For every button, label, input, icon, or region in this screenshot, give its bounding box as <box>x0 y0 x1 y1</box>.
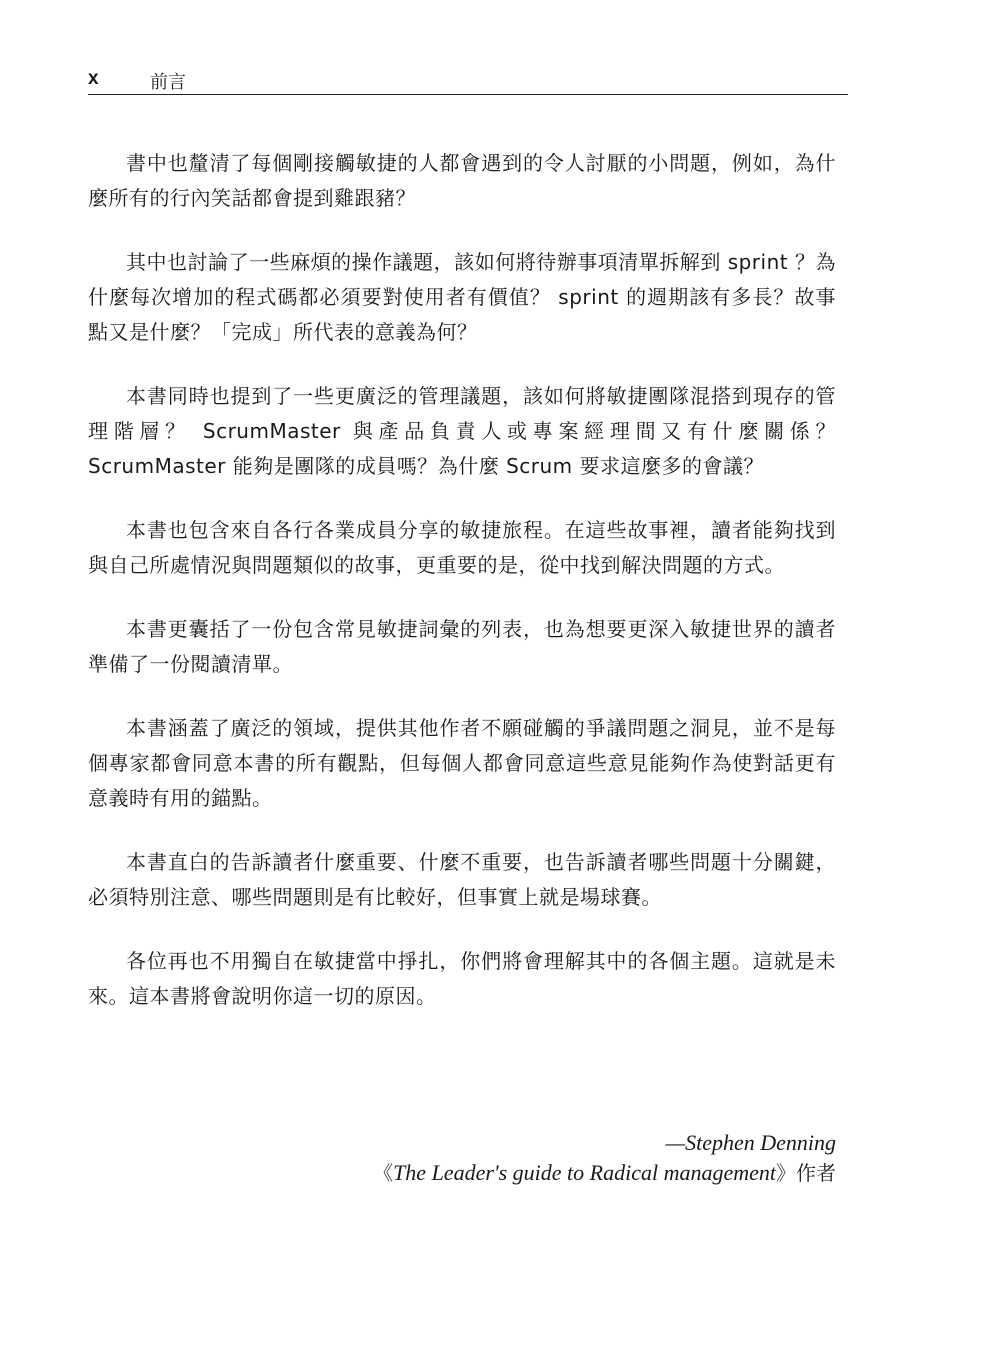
signature-block <box>373 1128 836 1188</box>
body-text <box>88 146 836 1043</box>
paragraph: 書中也釐清了每個剛接觸敏捷的人都會遇到的令人討厭的小問題，例如，為什麼所有的行內笑話都會提到雞跟豬？ <box>88 151 836 210</box>
book-close-suffix: 》作者 <box>776 1161 836 1185</box>
page-header <box>88 66 848 95</box>
paragraph: 本書也包含來自各行各業成員分享的敏捷旅程。在這些故事裡，讀者能夠找到與自己所處情況與問題類似的故事，更重要的是，從中找到解決問題的方式。 <box>88 518 836 577</box>
paragraph: 本書更囊括了一份包含常見敏捷詞彙的列表，也為想要更深入敏捷世界的讀者準備了一份閱讀清單。 <box>88 617 836 676</box>
paragraph: 本書涵蓋了廣泛的領域，提供其他作者不願碰觸的爭議問題之洞見，並不是每個專家都會同意本書的所有觀點，但每個人都會同意這些意見能夠作為使對話更有意義時有用的錨點。 <box>88 716 836 810</box>
paragraph: 其中也討論了一些麻煩的操作議題，該如何將待辦事項清單拆解到 sprint ？為什麼每次增加的程式碼都必須要對使用者有價值？ sprint 的週期該有多長？故事點又是什麼？「完成」所代表的意義為何？ <box>88 250 836 344</box>
paragraph: 本書同時也提到了一些更廣泛的管理議題，該如何將敏捷團隊混搭到現存的管理階層？ ScrumMaster 與產品負責人或專案經理間又有什麼關係？ ScrumMaster 能夠是團隊的成員嗎？為什麼 Scrum 要求這麼多的會議？ <box>88 384 836 478</box>
book-title: The Leader's guide to Radical management <box>393 1160 776 1185</box>
paragraph: 本書直白的告訴讀者什麼重要、什麼不重要，也告訴讀者哪些問題十分關鍵，必須特別注意、哪些問題則是有比較好，但事實上就是場球賽。 <box>88 850 836 909</box>
signature-book-line <box>373 1158 836 1188</box>
section-title: 前言 <box>150 72 186 93</box>
signature-author: —Stephen Denning <box>665 1130 836 1155</box>
book-open-quote: 《 <box>373 1161 394 1185</box>
paragraph: 各位再也不用獨自在敏捷當中掙扎，你們將會理解其中的各個主題。這就是未來。這本書將會說明你這一切的原因。 <box>88 949 836 1008</box>
page-number: x <box>88 68 99 89</box>
